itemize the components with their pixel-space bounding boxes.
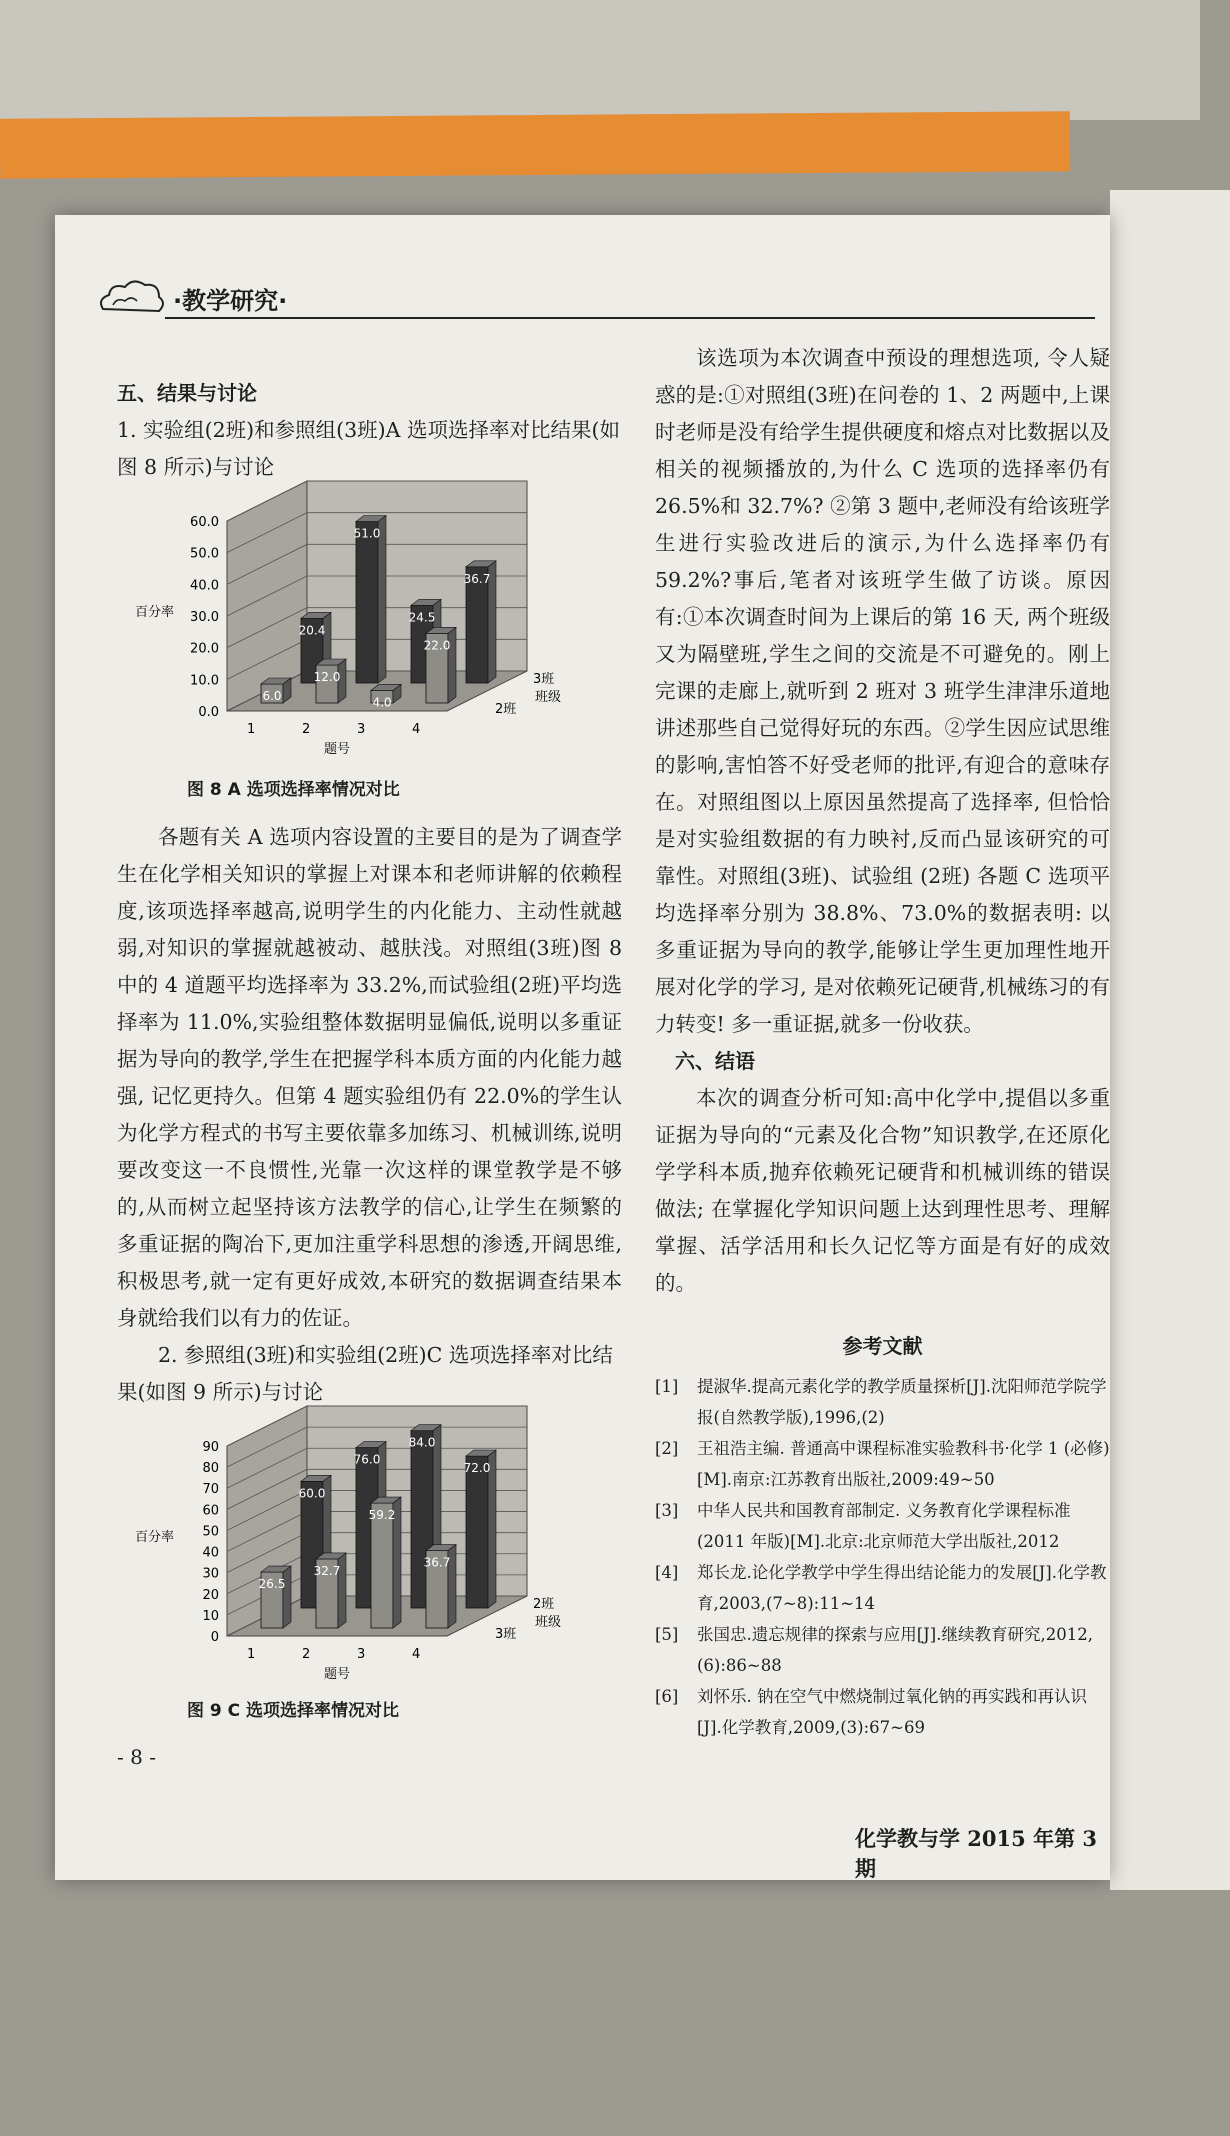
data-label: 4.0 <box>372 695 392 710</box>
y-tick-label: 40 <box>202 1545 219 1561</box>
reference-number: [1] <box>655 1377 679 1396</box>
header-rule <box>165 317 1095 319</box>
reference-item <box>655 1495 1110 1557</box>
section-heading-results: 五、结果与讨论 <box>117 381 257 405</box>
data-label: 36.7 <box>423 1555 451 1570</box>
y-tick-label: 20.0 <box>190 641 219 657</box>
data-label: 12.0 <box>313 670 341 684</box>
data-label: 20.4 <box>298 623 326 638</box>
paragraph-conclusion: 本次的调查分析可知:高中化学中,提倡以多重证据为导向的“元素及化合物”知识教学,在还原化学学科本质,抛弃依赖死记硬背和机械训练的错误做法; 在掌握化学知识问题上达到理性思考、理解掌握、活学活用和长久记忆等方面是有好的成效的。 <box>655 1086 1110 1295</box>
x-tick-label: 4 <box>412 1647 421 1662</box>
series-label: 2班 <box>533 1597 555 1612</box>
bar-side <box>283 1566 291 1628</box>
depth-axis-label: 班级 <box>535 690 562 705</box>
x-tick-label: 4 <box>412 722 421 737</box>
section-label: ·教学研究· <box>173 287 288 315</box>
x-tick-label: 1 <box>247 1647 256 1662</box>
page-number: - 8 - <box>117 1745 156 1769</box>
y-tick-label: 30.0 <box>190 610 219 625</box>
y-tick-label: 0.0 <box>198 705 219 720</box>
y-tick-label: 10.0 <box>190 673 219 689</box>
left-column <box>117 375 622 1730</box>
section-heading-conclusion: 六、结语 <box>675 1049 755 1073</box>
data-label: 22.0 <box>423 638 451 653</box>
reference-item <box>655 1371 1110 1433</box>
series-label: 3班 <box>533 672 555 687</box>
bar-2班 <box>466 1456 488 1608</box>
y-axis-label: 百分率 <box>135 1530 175 1545</box>
cloud-ornament-icon <box>95 275 165 321</box>
reference-number: [2] <box>655 1439 679 1458</box>
data-label: 36.7 <box>463 571 491 586</box>
y-tick-label: 60.0 <box>190 515 219 530</box>
chart9-caption: 图 9 C 选项选择率情况对比 <box>187 1701 400 1721</box>
y-tick-label: 50.0 <box>190 546 219 562</box>
x-tick-label: 3 <box>357 722 366 737</box>
data-label: 76.0 <box>353 1452 381 1467</box>
data-label: 6.0 <box>262 689 282 703</box>
paragraph-a-discussion: 各题有关 A 选项内容设置的主要目的是为了调查学生在化学相关知识的掌握上对课本和老师讲解的依赖程度,该项选择率越高,说明学生的内化能力、主动性就越弱,对知识的掌握就越被动、越肤浅。对照组(3班)图 8 中的 4 道题平均选择率为 33.2%,而试验组(2班)平均选择率为 11.0%,实验组整体数据明显偏低,说明以多重证据为导向的教学,学生在把握学科本质方面的内化能力越强, 记忆更持久。但第 4 题实验组仍有 22.0%的学生认为化学方程式的书写主要依靠多加练习、机械训练,说明要改变这一不良惯性,光靠一次这样的课堂教学是不够的,从而树立起坚持该方法教学的信心,让学生在频繁的多重证据的陶冶下,更加注重学科思想的渗透,开阔思维,积极思考,就一定有更好成效,本研究的数据调查结果本身就给我们以有力的佐证。 <box>117 825 622 1330</box>
y-axis-label: 百分率 <box>135 605 175 620</box>
reference-text: 中华人民共和国教育部制定. 义务教育化学课程标准(2011 年版)[M].北京:北京师范大学出版社,2012 <box>697 1501 1071 1551</box>
references-list <box>655 1371 1110 1743</box>
x-tick-label: 2 <box>302 722 311 737</box>
paragraph-c-discussion: 该选项为本次调查中预设的理想选项, 令人疑惑的是:①对照组(3班)在问卷的 1、2 两题中,上课时老师是没有给学生提供硬度和熔点对比数据以及相关的视频播放的,为什么 C 选项的选择率仍有 26.5%和 32.7%? ②第 3 题中,老师没有给该班学生进行实验改进后的演示,为什么选择率仍有 59.2%?事后,笔者对该班学生做了访谈。原因有:①本次调查时间为上课后的第 16 天, 两个班级又为隔壁班,学生之间的交流是不可避免的。刚上完课的走廊上,就听到 2 班对 3 班学生津津乐道地讲述那些自己觉得好玩的东西。②学生因应试思维的影响,害怕答不好受老师的批评,有迎合的意味存在。对照组图以上原因虽然提高了选择率, 但恰恰是对实验组数据的有力映衬,反而凸显该研究的可靠性。对照组(3班)、试验组 (2班) 各题 C 选项平均选择率分别为 38.8%、73.0%的数据表明: 以多重证据为导向的教学,能够让学生更加理性地开展对化学的学习, 是对依赖死记硬背,机械练习的有力转变! 多一重证据,就多一份收获。 <box>655 346 1110 1036</box>
data-label: 72.0 <box>463 1461 491 1475</box>
data-label: 60.0 <box>298 1486 326 1501</box>
y-tick-label: 20 <box>202 1587 219 1603</box>
y-tick-label: 90 <box>202 1440 219 1455</box>
x-tick-label: 1 <box>247 722 256 737</box>
reference-text: 张国忠.遗忘规律的探索与应用[J].继续教育研究,2012,(6):86~88 <box>697 1625 1093 1675</box>
reference-text: 提淑华.提高元素化学的教学质量探析[J].沈阳师范学院学报(自然教学版),1996,(2) <box>697 1377 1107 1427</box>
series-label: 2班 <box>495 702 517 717</box>
reference-text: 郑长龙.论化学教学中学生得出结论能力的发展[J].化学教育,2003,(7~8):11~14 <box>697 1563 1107 1613</box>
subheading-a-option: 1. 实验组(2班)和参照组(3班)A 选项选择率对比结果(如图 8 所示)与讨论 <box>117 418 620 479</box>
y-tick-label: 80 <box>202 1461 219 1477</box>
data-label: 32.7 <box>313 1563 341 1578</box>
x-tick-label: 2 <box>302 1647 311 1662</box>
x-axis-label: 题号 <box>323 742 351 757</box>
y-tick-label: 60 <box>202 1503 219 1519</box>
reference-number: [5] <box>655 1625 679 1644</box>
y-tick-label: 50 <box>202 1524 219 1540</box>
y-tick-label: 0 <box>210 1630 219 1645</box>
data-label: 51.0 <box>353 526 381 541</box>
bar-3班 <box>356 522 378 684</box>
reference-number: [4] <box>655 1563 679 1582</box>
background-orange-book <box>0 111 1070 178</box>
journal-footer: 化学教与学 2015 年第 3 期 <box>855 1826 1097 1881</box>
reference-number: [3] <box>655 1501 679 1520</box>
chart-figure-8 <box>117 486 562 776</box>
reference-item <box>655 1681 1110 1743</box>
journal-page <box>55 215 1110 1880</box>
chart8-caption: 图 8 A 选项选择率情况对比 <box>187 780 400 800</box>
y-tick-label: 10 <box>202 1608 219 1624</box>
reference-text: 刘怀乐. 钠在空气中燃烧制过氧化钠的再实践和再认识[J].化学教育,2009,(3):67~69 <box>697 1687 1087 1737</box>
reference-text: 王祖浩主编. 普通高中课程标准实验教科书·化学 1 (必修)[M].南京:江苏教育出版社,2009:49~50 <box>697 1439 1110 1489</box>
x-tick-label: 3 <box>357 1647 366 1662</box>
section-header <box>95 275 1095 325</box>
y-tick-label: 40.0 <box>190 578 219 594</box>
data-label: 59.2 <box>368 1508 396 1523</box>
y-tick-label: 70 <box>202 1482 219 1498</box>
chart-figure-9 <box>117 1411 562 1701</box>
reference-item <box>655 1557 1110 1619</box>
reference-number: [6] <box>655 1687 679 1706</box>
x-axis-label: 题号 <box>323 1667 351 1682</box>
data-label: 26.5 <box>258 1577 286 1592</box>
reference-item <box>655 1433 1110 1495</box>
series-label: 3班 <box>495 1627 517 1642</box>
references-title: 参考文献 <box>842 1334 923 1358</box>
subheading-c-option: 2. 参照组(3班)和实验组(2班)C 选项选择率对比结果(如图 9 所示)与讨论 <box>117 1343 613 1404</box>
data-label: 24.5 <box>408 610 436 625</box>
reference-item <box>655 1619 1110 1681</box>
right-page-edge <box>1110 190 1230 1890</box>
background-table <box>0 0 1200 120</box>
right-column <box>655 340 1110 1743</box>
bar-side <box>378 516 386 684</box>
y-tick-label: 30 <box>202 1566 219 1582</box>
data-label: 84.0 <box>408 1435 436 1450</box>
depth-axis-label: 班级 <box>535 1615 562 1630</box>
